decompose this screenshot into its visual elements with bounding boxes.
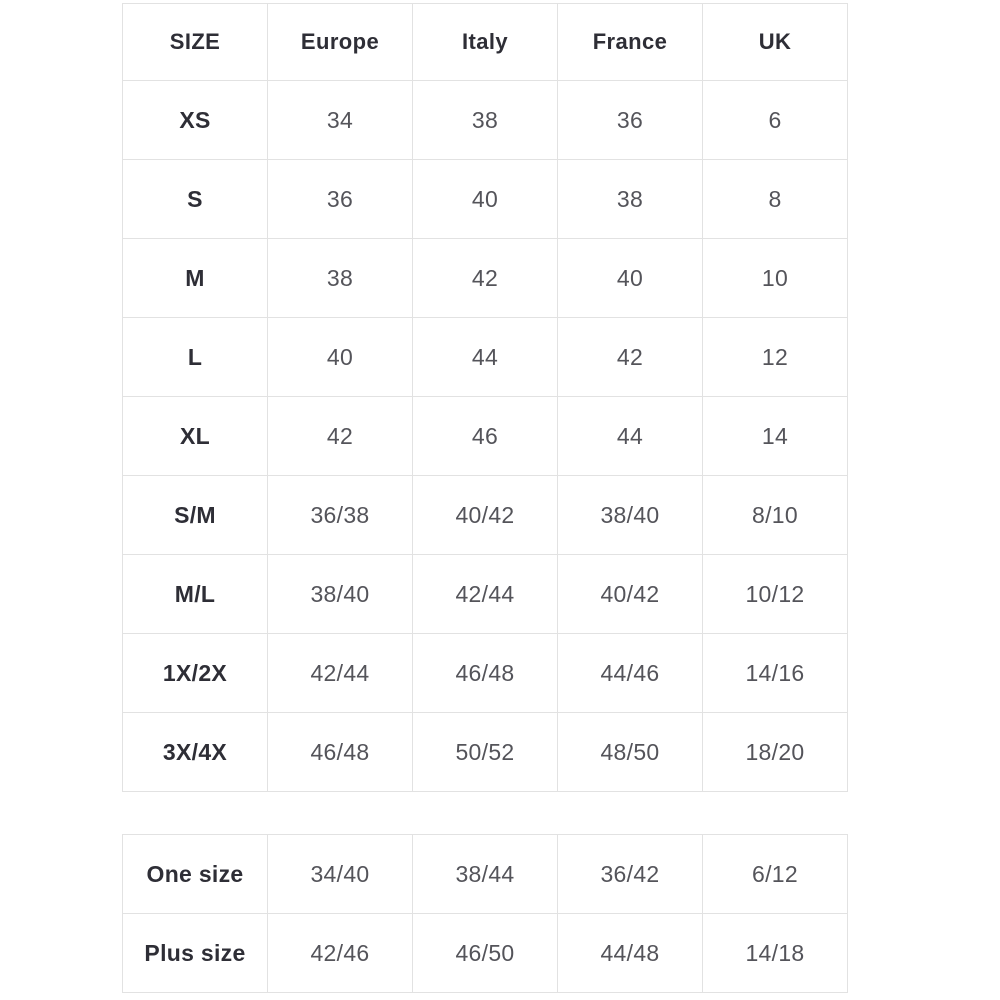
size-value: 42 <box>268 397 413 476</box>
table-row <box>123 634 848 713</box>
size-value: 42 <box>413 239 558 318</box>
size-value: 38 <box>268 239 413 318</box>
table-row <box>123 160 848 239</box>
size-label: XL <box>123 397 268 476</box>
size-value: 6 <box>703 81 848 160</box>
size-label: XS <box>123 81 268 160</box>
size-label: M/L <box>123 555 268 634</box>
size-label: 1X/2X <box>123 634 268 713</box>
table-row <box>123 318 848 397</box>
size-value: 46 <box>413 397 558 476</box>
table-row <box>123 397 848 476</box>
size-value: 42 <box>558 318 703 397</box>
size-conversion-table-head <box>123 4 848 81</box>
size-conversion-table <box>122 3 848 792</box>
size-value: 46/48 <box>413 634 558 713</box>
size-value: 38/40 <box>268 555 413 634</box>
size-value: 36/42 <box>558 835 703 914</box>
size-value: 40/42 <box>558 555 703 634</box>
size-conversion-table-body <box>123 81 848 792</box>
size-label: S/M <box>123 476 268 555</box>
size-value: 36 <box>268 160 413 239</box>
size-value: 40 <box>558 239 703 318</box>
table-row <box>123 713 848 792</box>
size-value: 34/40 <box>268 835 413 914</box>
size-label: M <box>123 239 268 318</box>
size-value: 8/10 <box>703 476 848 555</box>
size-value: 48/50 <box>558 713 703 792</box>
size-value: 38/40 <box>558 476 703 555</box>
table-row <box>123 239 848 318</box>
size-value: 40 <box>268 318 413 397</box>
size-value: 10 <box>703 239 848 318</box>
size-label: 3X/4X <box>123 713 268 792</box>
size-label: L <box>123 318 268 397</box>
size-value: 18/20 <box>703 713 848 792</box>
size-value: 44/46 <box>558 634 703 713</box>
size-value: 42/44 <box>413 555 558 634</box>
column-header-europe: Europe <box>268 4 413 81</box>
size-label: S <box>123 160 268 239</box>
size-value: 44 <box>413 318 558 397</box>
size-value: 36/38 <box>268 476 413 555</box>
size-value: 50/52 <box>413 713 558 792</box>
size-value: 42/44 <box>268 634 413 713</box>
size-value: 40/42 <box>413 476 558 555</box>
size-value: 14 <box>703 397 848 476</box>
size-value: 10/12 <box>703 555 848 634</box>
size-value: 36 <box>558 81 703 160</box>
special-sizes-table-body <box>123 835 848 993</box>
size-value: 42/46 <box>268 914 413 993</box>
column-header-size: SIZE <box>123 4 268 81</box>
size-value: 8 <box>703 160 848 239</box>
table-row <box>123 835 848 914</box>
special-sizes-table <box>122 834 848 993</box>
size-value: 12 <box>703 318 848 397</box>
table-row <box>123 555 848 634</box>
size-value: 40 <box>413 160 558 239</box>
header-row <box>123 4 848 81</box>
table-row <box>123 476 848 555</box>
size-value: 38 <box>413 81 558 160</box>
size-value: 38/44 <box>413 835 558 914</box>
size-guide-page <box>122 0 848 993</box>
column-header-italy: Italy <box>413 4 558 81</box>
size-value: 34 <box>268 81 413 160</box>
size-value: 6/12 <box>703 835 848 914</box>
table-row <box>123 81 848 160</box>
size-value: 44 <box>558 397 703 476</box>
size-value: 46/50 <box>413 914 558 993</box>
size-value: 14/16 <box>703 634 848 713</box>
size-value: 46/48 <box>268 713 413 792</box>
size-value: 38 <box>558 160 703 239</box>
size-label: One size <box>123 835 268 914</box>
table-row <box>123 914 848 993</box>
size-label: Plus size <box>123 914 268 993</box>
column-header-uk: UK <box>703 4 848 81</box>
size-value: 44/48 <box>558 914 703 993</box>
size-value: 14/18 <box>703 914 848 993</box>
column-header-france: France <box>558 4 703 81</box>
